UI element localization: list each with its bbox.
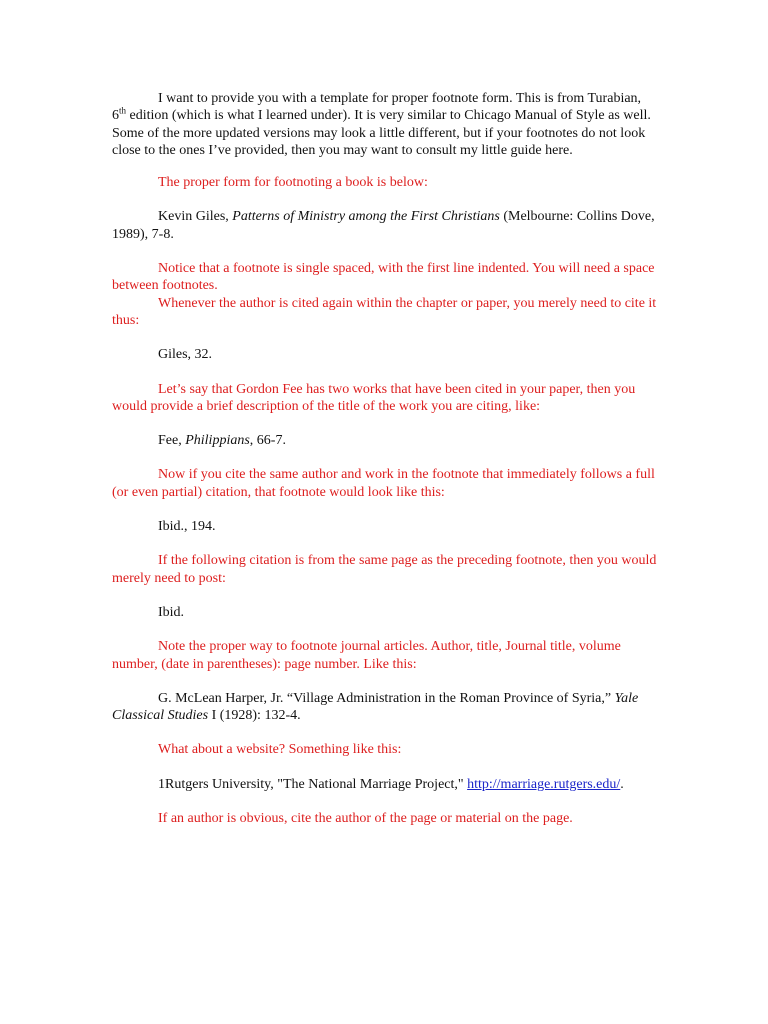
two-works-note: Let’s say that Gordon Fee has two works that have been cited in your paper, then you would provide a brief description of the title of the work you are citing, like:	[112, 381, 636, 414]
short-example: Giles, 32.	[158, 347, 213, 363]
website-note: What about a website? Something like this:	[158, 742, 402, 758]
website-example-suffix: .	[620, 776, 624, 792]
book-example-rest: (Melbourne: Collins Dove, 1989), 7-8.	[112, 209, 655, 242]
ibid-example: Ibid.	[158, 604, 185, 620]
ibid-note: Now if you cite the same author and work in the footnote that immediately follows a full (or even partial) citation, that footnote would look like this:	[112, 467, 655, 500]
website-example	[112, 776, 657, 793]
book-example-title: Patterns of Ministry among the First Christians	[232, 209, 500, 225]
ibid-page-example: Ibid., 194.	[158, 519, 216, 535]
intro-text-1: I want to provide you with a template for proper footnote form. This is from Turabian, 6	[112, 91, 642, 124]
journal-example-rest: I (1928): 132-4.	[208, 708, 301, 724]
book-example	[112, 208, 657, 243]
note-spacing: Notice that a footnote is single spaced, with the first line indented. You will need a space between footnotes.	[112, 261, 655, 294]
document-body	[112, 90, 657, 827]
book-heading: The proper form for footnoting a book is below:	[158, 175, 428, 191]
intro-superscript: th	[119, 105, 127, 116]
journal-example-title: Yale Classical Studies	[112, 690, 639, 724]
fee-example-author: Fee,	[158, 433, 186, 449]
journal-example	[112, 690, 657, 725]
intro-paragraph	[112, 90, 657, 159]
author-note: If an author is obvious, cite the author of the page or material on the page.	[158, 811, 573, 827]
journal-note: Note the proper way to footnote journal articles. Author, title, Journal title, volume number, (date in parentheses): page number. Like this:	[112, 639, 621, 672]
book-example-author: Kevin Giles,	[158, 209, 233, 225]
website-example-prefix: 1Rutgers University, "The National Marriage Project,"	[158, 776, 468, 792]
same-page-note: If the following citation is from the same page as the preceding footnote, then you would merely need to post:	[112, 553, 657, 586]
website-link[interactable]: http://marriage.rutgers.edu/	[467, 776, 621, 792]
fee-example	[112, 432, 657, 449]
fee-example-title: Philippians	[185, 433, 250, 449]
fee-example-rest: , 66-7.	[249, 433, 286, 449]
intro-text-2: edition (which is what I learned under). It is very similar to Chicago Manual of Style as well. Some of the more updated versions may look a little different, but if your footnotes do not look close to the ones I’ve provided, then you may want to consult my little guide here.	[112, 108, 651, 158]
journal-example-main: G. McLean Harper, Jr. “Village Administration in the Roman Province of Syria,”	[158, 690, 615, 706]
note-cited-again: Whenever the author is cited again within the chapter or paper, you merely need to cite it thus:	[112, 295, 657, 328]
